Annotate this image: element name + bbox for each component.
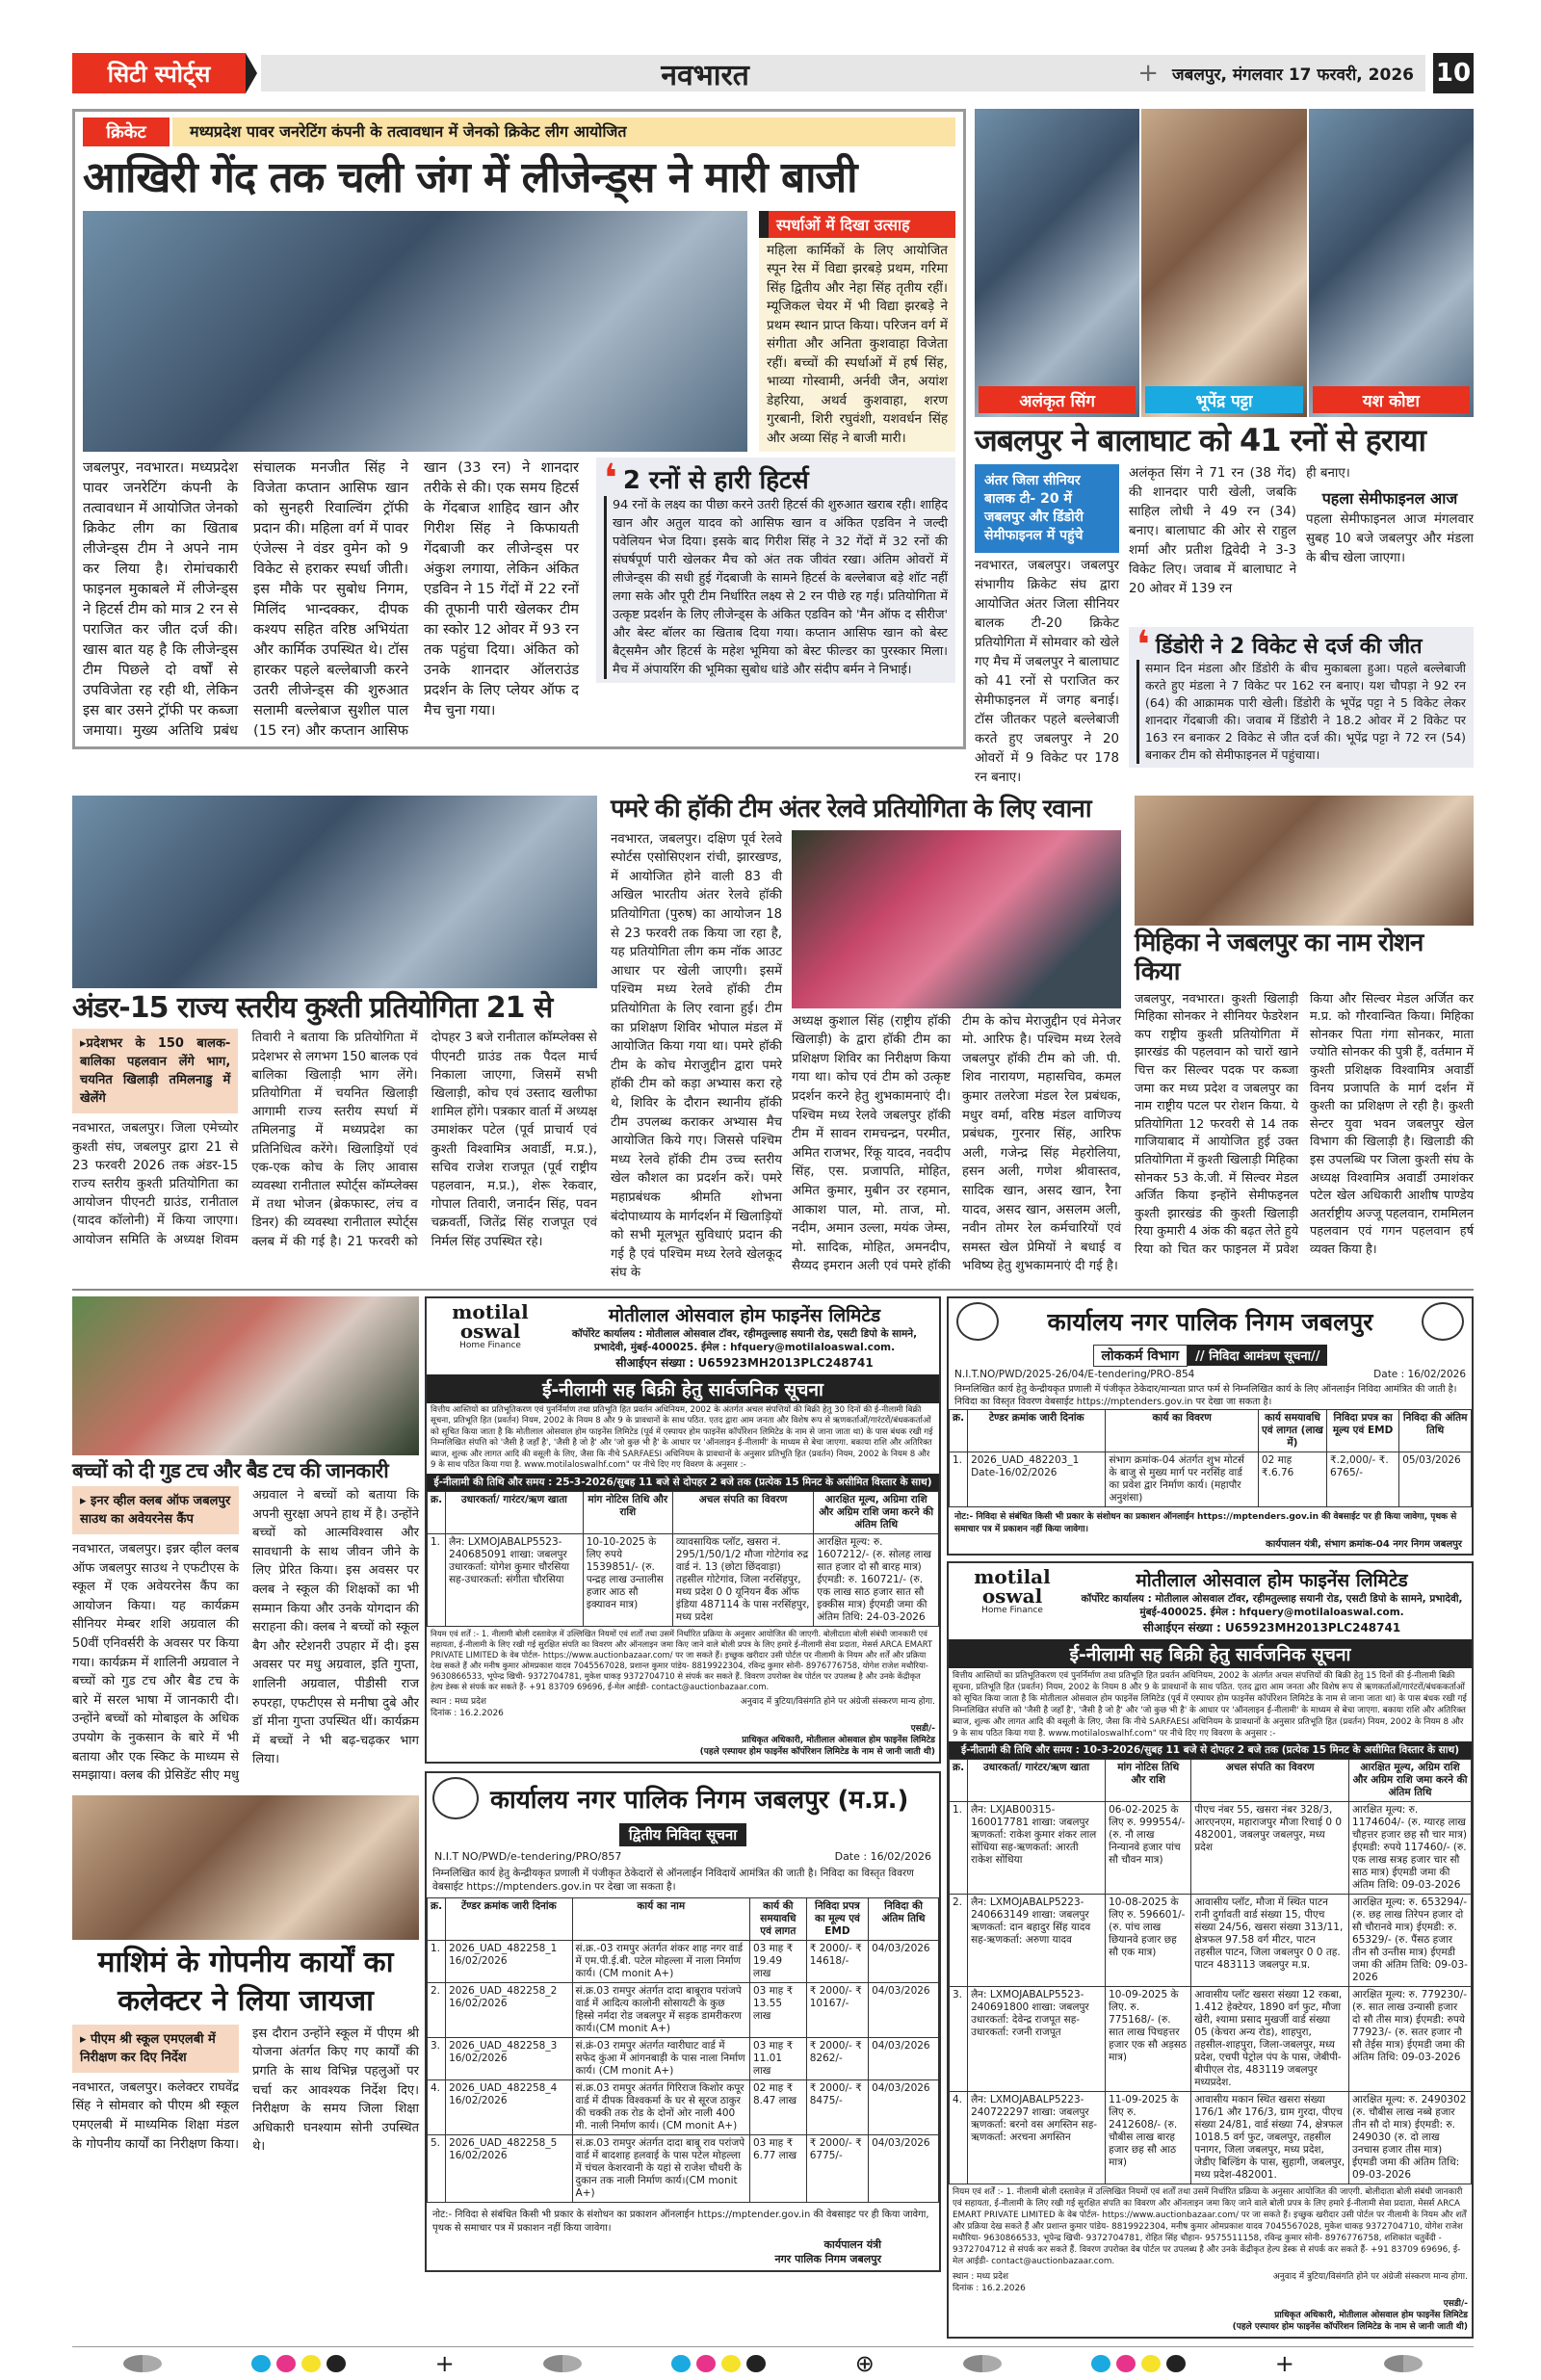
bottom-row	[72, 1296, 1474, 2339]
office-title: कार्यालय नगर पालिक निगम जबलपुर	[1047, 1307, 1373, 1336]
section-divider	[72, 1289, 1474, 1291]
auction-date: ई-नीलामी की तिथि और समय : 25-3-2026/सुबह 11 बजे से दोपहर 2 बजे तक (प्रत्येक 15 मिनट के असीमित विस्तार के साथ)	[427, 1474, 939, 1491]
municipal-emblem-icon	[432, 1777, 479, 1819]
inspection-photo	[72, 1795, 419, 1940]
table-cell: 2026_UAD_482203_1 Date-16/02/2026	[968, 1452, 1106, 1506]
table-cell: ₹ 2000/- ₹ 6775/-	[806, 2134, 868, 2202]
column-header: निविदा की अंतिम तिथि	[869, 1897, 939, 1940]
table-cell: 2.	[950, 1894, 968, 1986]
column-header: कार्य का नाम	[572, 1897, 749, 1940]
highlight-box	[1129, 622, 1474, 768]
registration-oval-icon	[1384, 2355, 1423, 2372]
tender-notice-ad	[947, 1296, 1474, 1556]
table-cell: 04/03/2026	[869, 1940, 939, 1982]
quote-icon: ❛	[1136, 622, 1150, 667]
registration-mark-icon: +	[1137, 59, 1160, 88]
table-row	[428, 1533, 939, 1626]
terms: नियम एवं शर्तें :- 1. नीलामी बोली दस्तावेज़ में उल्लिखित नियमों एवं शर्तों तथा उसमें निर्धारित प्रक्रिया के अनुसार आयोजित की जाएगी. बोलीदाता बोली संबंधी जानकारी एवं सहायता, ई-नीलामी के लिए रखी गई सुरक्षित संपति का विवरण और ऑनलाइन जमा किए जाने वाले बोली प्रपत्र के लिए हमारे ई-नीलामी सेवा प्रदाता, मेसर्स ARCA EMART PRIVATE LIMITED के वेब पोर्टल- https://www.auctionbazaar.com/ पर जा सकते हैं। इच्छुक खरीदार उसी पोर्टल पर नीलामी के नियम और शर्तें और प्रक्रिया देख सकते हैं और प्रशान्त कुमार पांडेय- 8819922304, मनीष कुमार ओमप्रकाश यादव 7045567028, मुकेश धाकड़ 9372704710, योगेश राजेश मथौरिया- 9630866533, भूपेन्द्र खिची- 9372704781, रोहित सिंह चौहान- 9575511158, रविन्द्र कुमार सोनी- 8976776758, शशिकांत चतुर्वेदी - 9372704712 से संपर्क कर सकते हैं. विवरण उपरोक्त वेब पोर्टल पर उपलब्ध है और उनके केंद्रीकृत हेल्प डेस्क से संपर्क कर सकते हैं- +91 83709 69696, ई-मेल आईडी- contact@auctionbazaar.com.	[953, 2186, 1467, 2266]
column-header: कार्य समयावधि एवं लागत (लाख में)	[1258, 1409, 1326, 1452]
article-text: नवभारत, जबलपुर। इन्नर व्हील क्लब ऑफ जबलपुर साउथ ने एफटीएस के स्कूल में एक अवेयरनेस कैंप का आयोजन किया। यह कार्यक्रम सीनियर मेम्बर शशि अग्रवाल की 50वीं एनिवर्सरी के अवसर पर किया गया। कार्यक्रम में शालिनी अग्रवाल ने बच्चों को गुड टच और बैड टच के बारे में सरल भाषा में जानकारी दी। उन्होंने बच्चों को मोबाइल के अधिक उपयोग के नुकसान के बारे में भी बताया और एक स्किट के माध्यम से समझाया। क्लब की प्रेसिडेंट सीए मधु अग्रवाल ने बच्चों को बताया कि अपनी सुरक्षा अपने हाथ में है। उन्होंने बच्चों को आत्मविश्वास और सावधानी के साथ जीवन जीने के लिए प्रेरित किया। इस अवसर पर क्लब ने स्कूल की शिक्षकों का भी सम्मान किया और उनके योगदान की सराहना की। क्लब ने बच्चों को स्कूल बैग और स्टेशनरी उपहार में दी। इस अवसर पर मधु अग्रवाल, इति गुप्ता, शालिनी अग्रवाल, पीडीसी राज रुपरहा, एफटीएस से मनीषा दुबे और डॉ मीना गुप्ता उपस्थित थीं। कार्यक्रम में बच्चों ने भी बढ़-चढ़कर भाग लिया।	[72, 1488, 419, 1784]
company-name: मोतीलाल ओसवाल होम फाइनेंस लिमिटेड	[608, 1304, 881, 1326]
former-name: (पहले एस्पायर होम फाइनेंस कॉर्पोरेशन लिमिटेड के नाम से जानी जाती थी)	[1232, 2321, 1468, 2332]
translation-note: अनुवाद में त्रुटिया/विसंगति होने पर अंग्रेजी संस्करण मान्य होगा.	[740, 1696, 935, 1707]
column-header: उधारकर्ता/ गारंटर/ऋण खाता	[968, 1759, 1106, 1801]
table-cell: ₹ 2000/- ₹ 8475/-	[806, 2079, 868, 2134]
column-header: क्र.	[950, 1759, 968, 1801]
table-cell: 3.	[428, 2037, 446, 2079]
article-text: नवभारत, जबलपुर। कलेक्टर राघवेंद्र सिंह ने सोमवार को पीएम श्री स्कूल एमएलबी में माध्यमिक शिक्षा मंडल के गोपनीय कार्यों का निरीक्षण किया। इस दौरान उन्होंने स्कूल में पीएम श्री योजना अंतर्गत किए गए कार्यों की प्रगति के साथ विभिन्न पहलुओं पर चर्चा कर आवश्यक निर्देश दिए। निरीक्षण के समय जिला शिक्षा अधिकारी घनश्याम सोनी उपस्थित थे।	[72, 2026, 419, 2155]
color-swatch-icon	[251, 2355, 346, 2372]
table-cell: ₹ 2000/- ₹ 14618/-	[806, 1940, 868, 1982]
table-cell: 4.	[428, 2079, 446, 2134]
notice-title: ई-नीलामी सह बिक्री हेतु सार्वजनिक सूचना	[427, 1374, 939, 1403]
column-header: निविदा प्रपत्र का मूल्य एवं EMD	[806, 1897, 868, 1940]
page-number: 10	[1433, 53, 1474, 93]
nit-number: N.I.T.NO/PWD/2025-26/04/E-tendering/PRO-854	[954, 1368, 1195, 1380]
table-cell: 03 माह ₹ 11.01 लाख	[749, 2037, 806, 2079]
table-row	[950, 1986, 1472, 2091]
column-header: अचल संपति का विवरण	[672, 1491, 813, 1533]
column-header: क्र.	[428, 1491, 446, 1533]
signatory: प्राधिकृत अधिकारी, मोतीलाल ओसवाल होम फाइनेंस लिमिटेड	[1274, 2310, 1468, 2320]
table-cell: 1.	[950, 1801, 968, 1894]
registration-cross-icon: ⊕	[854, 2349, 875, 2377]
box-body: 94 रनों के लक्ष्य का पीछा करने उतरी हिटर्स की शुरुआत खराब रही। शाहिद खान और अतुल यादव को आसिफ खान व अंकित एडविन ने जल्दी पवेलियन भेज दिया। इसके बाद गिरीश सिंह ने 32 गेंदों में 32 रनों की संघर्षपूर्ण पारी खेलकर मैच को अंत तक जीवंत रखा। अंतिम ओवरों में लीजेन्ड्स की सधी हुई गेंदबाजी के सामने हिटर्स के बल्लेबाज बड़े शॉट नहीं लगा सके और पूरी टीम निर्धारित लक्ष्य से 2 रन पीछे रह गई। प्रतियोगिता में उत्कृष्ट प्रदर्शन के लिए लीजेन्ड्स के अंकित एडविन को 'मैन ऑफ द सीरीज' और बेस्ट बॉलर का खिताब दिया गया। कप्तान आसिफ खान को बेस्ट बैट्समैन और हिटर्स के महेश भूमिया को बेस्ट फील्डर का पुरस्कार मिला। मैच में अंपायरिंग की भूमिका सुबोध धांडे और संदीप बर्मन ने निभाई।	[604, 496, 948, 679]
color-swatch-icon	[1091, 2355, 1186, 2372]
tender-table	[427, 1897, 939, 2203]
article-strap: ▸ इनर व्हील क्लब ऑफ जबलपुर साउथ का अवेयरनेस कैंप	[72, 1486, 239, 1534]
table-cell: आरक्षित मूल्य: रु. 2490302 (रु. चौबीस लाख नब्बे हजार तीन सौ दो मात्र) ईएमडी: रु. 249030 (रु. दो लाख उनचास हजार तीस मात्र) ईएमडी जमा की अंतिम तिथि: 09-03-2026	[1349, 2091, 1472, 2184]
table-cell: सं.क्रं-03 रामपुर अंतर्गत ग्वारीघाट वार्ड में सफेद कुंआ में आंगनबाड़ी के पास नाला निर्माण कार्य। (CM monit A+)	[572, 2037, 749, 2079]
table-cell: 2026_UAD_482258_1 16/02/2026	[446, 1940, 572, 1982]
box-body: समान दिन मंडला और डिंडोरी के बीच मुकाबला हुआ। पहले बल्लेबाजी करते हुए मंडला ने 7 विकेट पर 162 रन बनाए। यश चौपड़ा ने 92 रन (64) की आक्रामक पारी खेली। डिंडोरी के भूपेंद्र पट्टा ने 5 विकेट लेकर शानदार गेंदबाजी की। जवाब में डिंडोरी ने 18.2 ओवर में 2 विकेट पर 163 रन बनाकर 2 विकेट से जीत दर्ज की। भूपेंद्र पट्टा ने 72 रन (54) बनाकर टीम को सेमीफाइनल में पहुंचाया।	[1136, 660, 1466, 764]
table-cell: 02 माह ₹ 8.47 लाख	[749, 2079, 806, 2134]
arrow-icon	[246, 53, 257, 93]
print-registration-marks	[72, 2347, 1474, 2380]
place: स्थान : मध्य प्रदेश	[431, 1696, 487, 1707]
table-cell: व्यावसायिक प्लॉट, खसरा नं. 295/1/50/1/2 मौजा गोटेगांव रुद्र वार्ड नं. 13 (छोटा छिंदवाड़ा) तहसील गोटेगांव, जिला नरसिंहपुर, मध्य प्रदेश 0 0 यूनियन बैंक ऑफ इंडिया 487114 के पास नरसिंहपुर, मध्य प्रदेश	[672, 1533, 813, 1626]
edition-date: जबलपुर, मंगलवार 17 फरवरी, 2026	[1172, 65, 1414, 85]
municipal-emblem-icon	[956, 1302, 999, 1341]
sidebar-body: महिला कार्मिकों के लिए आयोजित स्पून रेस में विद्या झरबड़े प्रथम, गरिमा सिंह द्वितीय और नेहा सिंह तृतीय रहीं। म्यूजिकल चेयर में भी विद्या झरबड़े ने प्रथम स्थान प्राप्त किया। परिजन वर्ग में संगीता और अनिता कुशवाहा विजेता रहीं। बच्चों की स्पर्धाओं में हर्ष सिंह, भाव्या गोस्वामी, अर्नवी जैन, अयांश डेहरिया, अथर्व कुशवाहा, शरण गुरबानी, शिरी रघुवंशी, यशवर्धन सिंह और अव्या सिंह ने बाजी मारी।	[767, 242, 948, 446]
hockey-article	[611, 796, 1121, 1283]
table-header-row	[950, 1409, 1472, 1452]
headline: बच्चों को दी गुड टच और बैड टच की जानकारी	[72, 1458, 388, 1482]
table-cell: 4.	[950, 2091, 968, 2184]
table-cell: 03 माह ₹ 19.49 लाख	[749, 1940, 806, 1982]
subheading-body: पहला सेमीफाइनल आज मंगलवार सुबह 10 बजे जबलपुर और मंडला के बीच खेला जाएगा।	[1306, 511, 1474, 565]
registration-cross-icon: +	[434, 2349, 455, 2377]
column-header: निविदा प्रपत्र का मूल्य एवं EMD	[1326, 1409, 1398, 1452]
masthead	[72, 53, 1474, 93]
table-cell: 2026_UAD_482258_3 16/02/2026	[446, 2037, 572, 2079]
notice-note: नोट:- निविदा से संबंधित किसी भी प्रकार के संशोधन का प्रकाशन ऑनलाईन https://mptender.gov.in की वेबसाइट पर ही किया जावेगा, पृथक से समाचार पत्र में प्रकाशन नहीं किया जावेगा।	[432, 2209, 929, 2234]
table-cell: ₹ 2000/- ₹ 8262/-	[806, 2037, 868, 2079]
article-body-continued	[1306, 464, 1474, 568]
notice-type: // निविदा आमंत्रण सूचना//	[1188, 1345, 1327, 1366]
box-title: 2 रनों से हारी हिटर्स	[622, 466, 809, 496]
article-body: अलंकृत सिंग ने 71 रन (38 गेंद) की शानदार पारी खेली, जबकि साहिल लोधी ने 49 रन (34) बनाए। बालाघाट की ओर से राहुल शर्मा और प्रतीश द्विवेदी ने 3-3 विकेट लिए। जवाब में बालाघाट ने 20 ओवर में 139 रन	[1129, 465, 1296, 596]
municipal-emblem-icon	[1422, 1302, 1464, 1341]
wrestler-photo	[1135, 796, 1474, 926]
column-header: मांग नोटिस तिथि और राशि	[583, 1491, 672, 1533]
article-body: जबलपुर, नवभारत। मध्यप्रदेश पावर जनरेटिंग कंपनी के तत्वावधान में आयोजित जेनको क्रिकेट लीग का खिताब लीजेन्ड्स टीम ने अपने नाम कर लिया है। रोमांचकारी फाइनल मुकाबले में लीजेन्ड्स ने हिटर्स टीम को मात्र 2 रन से पराजित कर जीत दर्ज की। खास बात यह है कि लीजेन्ड्स टीम पिछले दो वर्षों से उपविजेता रह रही थी, लेकिन इस बार उसने ट्रॉफी पर कब्जा जमाया। मुख्य अतिथि प्रबंध संचालक मनजीत सिंह ने विजेता कप्तान आसिफ खान को सुनहरी रिवाल्विंग ट्रॉफी प्रदान की। महिला वर्ग में पावर एंजेल्स ने वंडर वुमेन को 9 विकेट से हराकर स्पर्धा जीती। इस मौके पर सुबोध निगम, मिलिंद भान्दक्कर, दीपक कश्यप सहित वरिष्ठ अभियंता और कार्मिक उपस्थित थे। टॉस हारकर पहले बल्लेबाजी करने उतरी लीजेन्ड्स की शुरुआत सलामी बल्लेबाज सुशील पाल (15 रन) और कप्तान आसिफ खान (33 रन) ने शानदार तरीके से की। एक समय हिटर्स के गेंदबाज शाहिद खान और गिरीश सिंह ने किफायती गेंदबाजी कर लीजेन्ड्स पर अंकुश लगाया, लेकिन अंकित एडविन ने 15 गेंदों में 22 रनों की तूफानी पारी खेलकर टीम का स्कोर 12 ओवर में 93 रन तक पहुंचा दिया। अंकित को उनके शानदार ऑलराउंड प्रदर्शन के लिए प्लेयर ऑफ द मैच चुना गया।	[83, 459, 579, 740]
column-header: कार्य का विवरण	[1106, 1409, 1258, 1452]
signatory: कार्यपालन यंत्री	[823, 2237, 881, 2251]
table-cell: लैन: LXMOJABALP5523-240691800 शाखा: जबलपुर उधारकर्ता: देवेन्द्र राजपूत सह-उधारकर्ता: रजनी राजपूत	[968, 1986, 1106, 2091]
notice-date: दिनांक : 16.2.2026	[431, 1708, 504, 1718]
table-cell: पीएच नंबर 55, खसरा नंबर 328/3, आरएनएम, महाराजपुर मौजा रिचाई 0 0 482001, जबलपुर जबलपुर, मध्य प्रदेश	[1191, 1801, 1349, 1894]
table-cell: 1.	[950, 1452, 968, 1506]
registration-oval-icon	[963, 2355, 1002, 2372]
quote-icon: ❛	[604, 457, 617, 502]
headline: अंडर-15 राज्य स्तरीय कुश्ती प्रतियोगिता 21 से	[72, 990, 553, 1025]
notice-date: दिनांक : 16.2.2026	[953, 2283, 1026, 2293]
table-row	[950, 1452, 1472, 1506]
signatory: प्राधिकृत अधिकारी, मोतीलाल ओसवाल होम फाइनेंस लिमिटेड	[742, 1735, 935, 1745]
table-cell: 04/03/2026	[869, 2134, 939, 2202]
table-cell: 05/03/2026	[1399, 1452, 1472, 1506]
cricket-article	[72, 109, 966, 749]
table-cell: 04/03/2026	[869, 2037, 939, 2079]
table-cell: आवासीय प्लॉट खसरा संख्या 12 रकबा, 1.412 हेक्टेयर, 1890 वर्ग फुट, मौजा खेरी, श्यामा प्रसाद मुखर्जी वार्ड संख्या 05 (केचरा अन्य रोड), शाहपुरा, तहसील-शाहपुरा, जिला-जबलपुर, मध्य प्रदेश, एचपी पेट्रोल पंप के पास, जेबीपी-बीपीएल रोड, 483119 जबलपुर मध्यप्रदेश.	[1191, 1986, 1349, 2091]
notice-date: Date : 16/02/2026	[834, 1849, 931, 1863]
table-cell: 02 माह ₹.6.76	[1258, 1452, 1326, 1506]
table-cell: 10-08-2025 के लिए रु. 596601/- (रु. पांच लाख छियानवे हजार छह सौ एक मात्र)	[1106, 1894, 1191, 1986]
notice-intro: वित्तीय आस्तियों का प्रतिभूतिकरण एवं पुनर्निर्माण तथा प्रतिभूति हित प्रवर्तन अधिनियम, 2002 के अंतर्गत अचल संपत्तियों की बिक्री हेतु 30 दिनों की ई-नीलामी बिक्री सूचना, प्रतिभूति हित (प्रवर्तन) नियम, 2002 के नियम 8 और 9 के प्रावधानों के साथ पठित. एतद द्वारा आम जनता और विशेष रूप से ऋणकर्ताओं/गारंटरों/बंधककर्ताओं को सूचित किया जाता है कि मोतीलाल ओसवाल होम फाइनेंस लिमिटेड (पूर्व में एस्पायर होम फाइनेंस कॉर्पोरेशन लिमिटेड के नाम से जाना जाता था) के पास बंधक रखी गई निम्नलिखित संपत्ति को 'जैसी है जहाँ है', 'जैसी है जो है' और 'जो कुछ भी है' के आधार पर 'ऑनलाइन ई-नीलामी' के माध्यम से बेचा जाएगा. बकाया राशि और अतिरिक्त ब्याज, शुल्क और लागत आदि की वसूली के लिए, जैसा कि नीचे SARFAESI अधिनियम के प्रावधानों के अनुसार प्रतिभूति हित (प्रवर्तन) नियम, 2002 के नियम 8 और 9 के साथ पठित किया गया है. www.motilaloswalhf.com" पर नीचे दिए गए विवरण के अनुसार :-	[431, 1404, 933, 1471]
company-logo: motilal oswal Home Finance	[452, 1299, 529, 1350]
hockey-team-photo	[792, 830, 1121, 1008]
table-cell: 1.	[428, 1940, 446, 1982]
table-row	[428, 2134, 939, 2202]
table-cell: 2026_UAD_482258_2 16/02/2026	[446, 1982, 572, 2037]
table-cell: आरक्षित मूल्य: रु. 779230/- (रु. सात लाख उन्यासी हजार दो सौ तीस मात्र) ईएमडी: रुपये 77923/- (रु. सतर हजार नौ सौ तेईस मात्र) ईएमडी जमा की अंतिम तिथि: 09-03-2026	[1349, 1986, 1472, 2091]
article-strap: मध्यप्रदेश पावर जनरेटिंग कंपनी के तत्वावधान में जेनको क्रिकेट लीग आयोजित	[172, 118, 955, 146]
article-body: अध्यक्ष कुशाल सिंह (राष्ट्रीय हॉकी खिलाड़ी) के द्वारा हॉकी टीम का प्रशिक्षण शिविर का निरीक्षण किया गया था। कोच एवं टीम को उत्कृष्ट प्रदर्शन करने हेतु शुभकामनाएं दी। पश्चिम मध्य रेलवे जबलपुर हॉकी टीम में सावन रामचन्द्रन, परमीत, अमित राजभर, रिंकू यादव, नवदीप सिंह, एस. प्रजापति, मोहित, अमित कुमार, मुबीन उर रहमान, आकाश पाल, मो. ताज, मो. नदीम, अमान उल्ला, मयंक जेम्स, मो. सादिक, मोहित, अमनदीप, सैय्यद इमरान अली एवं पमरे हॉकी टीम के कोच मेराजुद्दीन एवं मेनेजर मो. आरिफ है। पश्चिम मध्य रेलवे जबलपुर हॉकी टीम को जी. पी. शिव नारायण, महासचिव, कमल कुमार तलरेजा मंडल रेल प्रबंधक, मधुर वर्मा, वरिष्ठ मंडल वाणिज्य प्रबंधक, गुरनार सिंह, आरिफ अली, गजेन्द्र सिंह मेहरोलिया, हसन अली, गणेश श्रीवास्तव, सादिक खान, असद खान, रैना यादव, असद खान, असलम अली, नवीन तोमर रेल कर्मचारियों एवं समस्त खेल प्रेमियों ने बधाई व भविष्य हेतु शुभकामनाएं दी गई है।	[792, 1013, 1121, 1274]
article-strap: ▸ पीएम श्री स्कूल एमएलबी में निरीक्षण कर दिए निर्देश	[72, 2025, 239, 2073]
column-header: मांग नोटिस तिथि और राशि	[1106, 1759, 1191, 1801]
column-header: आरक्षित मूल्य, अग्रिमा राशि और अग्रिम राशि जमा करने की अंतिम तिथि	[814, 1491, 939, 1533]
cin-number: सीआईएन संख्या : U65923MH2013PLC248741	[615, 1355, 874, 1370]
article-body: जबलपुर, नवभारत। कुश्ती खिलाड़ी मिहिका सोनकर ने सीनियर फेडरेशन कप राष्ट्रीय कुश्ती प्रतियोगिता में झारखंड की पहलवान को चारों खाने चित्त कर सिल्वर पदक पर कब्जा जमा कर मध्य प्रदेश व जबलपुर का नाम राष्ट्रीय पटल पर रोशन किया. ये प्रतियोगिता 12 फरवरी से 14 तक गाजियाबाद में आयोजित हुई उक्त प्रतियोगिता में कुश्ती खिलाड़ी मिहिका सोनकर 53 के.जी. में सिल्वर मेडल अर्जित किया इन्होंने सेमीफइनल कुश्ती झारखंड की कुश्ती खिलाड़ी रिया कुमारी 4 अंक की बढ़त लेते हुये रिया को चित कर फाइनल में प्रवेश किया और सिल्वर मेडल अर्जित कर म.प्र. को गौरवान्वित किया। मिहिका सोनकर पिता गंगा सोनकर, माता ज्योति सोनकर की पुत्री हैं, वर्तमान में कुश्ती प्रशिक्षक विश्वामित्र अवार्डी विनय प्रजापति के मार्ग दर्शन में कुश्ती का प्रशिक्षण ले रही है। कुश्ती सेन्टर युवा भवन जबलपुर खेल विभाग की खिलाड़ी है। खिलाडी की इस उपलब्धि पर जिला कुश्ती संघ के अध्यक्ष विश्वामित्र अवार्डी उमाशंकर पटेल खेल अधिकारी आशीष पाण्डेय अतर्राष्ट्रीय अज्जू पहलवान, राममिलन पहलवान एवं गगन पहलवान हर्ष व्यक्त किया है।	[1135, 991, 1474, 1257]
terms: नियम एवं शर्तें :- 1. नीलामी बोली दस्तावेज़ में उल्लिखित नियमों एवं शर्तों तथा उसमें निर्धारित प्रक्रिया के अनुसार आयोजित की जाएगी. बोलीदाता बोली संबंधी जानकारी एवं सहायता, ई-नीलामी के लिए रखी गई सुरक्षित संपति का विवरण और ऑनलाइन जमा किए जाने वाले बोली प्रपत्र के लिए हमारे ई-नीलामी सेवा प्रदाता, मेसर्स ARCA EMART PRIVATE LIMITED के वेब पोर्टल- https://www.auctionbazaar.com/ पर जा सकते हैं। इच्छुक खरीदार उसी पोर्टल पर नीलामी के नियम और शर्तें और प्रक्रिया देख सकते हैं और मनीष कुमार ओमप्रकाश यादव 7045567028, प्रशान्त कुमार पांडेय- 8819922304, रविन्द्र कुमार सोनी- 8976776758, योगेश राजेश मथौरिया- 9630866533, भूपेन्द्र खिची- 9372704781, मुकेश धाकड़ 9372704710 से संपर्क कर सकते हैं. विवरण उपरोक्त वेब पोर्टल पर उपलब्ध है और उनके केंद्रीकृत हेल्प डेस्क से संपर्क कर सकते हैं- +91 83709 69696, ई-मेल आईडी- contact@auctionbazaar.com.	[431, 1628, 933, 1691]
table-row	[950, 1894, 1472, 1986]
auction-table	[427, 1491, 939, 1627]
nit-number: N.I.T NO/PWD/e-tendering/PRO/857	[434, 1849, 622, 1863]
tender-notice-ad	[425, 1771, 941, 2272]
column-header: कार्य की समयावधि एवं लागत	[749, 1897, 806, 1940]
photo-caption: यश कोष्टा	[1313, 386, 1470, 413]
table-cell: आरक्षित मूल्य: रु. 1174604/- (रु. ग्यारह लाख चौहत्तर हजार छह सौ चार मात्र) ईएमडी: रुपये 117460/- (रु. एक लाख सत्रह हजार चार सौ साठ मात्र) ईएमडी जमा की अंतिम तिथि: 09-03-2026	[1349, 1801, 1472, 1894]
mihika-article	[1135, 796, 1474, 1260]
table-row	[428, 1940, 939, 1982]
info-box: अंतर जिला सीनियर बालक टी- 20 में जबलपुर और डिंडोरी सेमीफाइनल में पहुंचे	[975, 464, 1119, 553]
table-cell: सं.क्र.-03 रामपुर अंतर्गत शंकर शाह नगर वार्ड में एम.पी.ई.बी. पटेल मोहल्ला में नाला निर्माण कार्य। (CM monit A+)	[572, 1940, 749, 1982]
sidebar-title: स्पर्धाओं में दिखा उत्साह	[759, 211, 955, 238]
article-body	[72, 2025, 419, 2157]
column-header: टेंण्डर क्रमांक जारी दिनांक	[446, 1897, 572, 1940]
photo-caption: भूपेंद्र पट्टा	[1145, 386, 1302, 413]
table-cell: आवासीय मकान स्थित खसरा संख्या 176/1 और 176/3, ग्राम गुरदा, पीएच संख्या 24/81, वार्ड संख्या 74, क्षेत्रफल 1018.5 वर्ग फुट, जबलपुर, तहसील पनागर, जिला जबलपुर, मध्य प्रदेश, जेडीए बिल्डिंग के पास, सुहागी, जबलपुर, मध्य प्रदेश-482001.	[1191, 2091, 1349, 2184]
color-swatch-icon	[671, 2355, 766, 2372]
department: लोककर्म विभाग	[1093, 1345, 1188, 1367]
notice-intro: वित्तीय आस्तियों का प्रतिभूतिकरण एवं पुनर्निर्माण तथा प्रतिभूति हित प्रवर्तन अधिनियम, 2002 के अंतर्गत अचल संपत्तियों की बिक्री हेतु 15 दिनों की ई-नीलामी बिक्री सूचना, प्रतिभूति हित (प्रवर्तन) नियम, 2002 के नियम 8 और 9 के प्रावधानों के साथ पठित. एतद द्वारा आम जनता और विशेष रूप से ऋणकर्ताओं/गारंटरों/बंधककर्ताओं को सूचित किया जाता है कि मोतीलाल ओसवाल होम फाइनेंस लिमिटेड (पूर्व में एस्पायर होम फाइनेंस कॉर्पोरेशन लिमिटेड के नाम से जाना जाता था) के पास बंधक रखी गई निम्नलिखित संपत्ति को 'जैसी है जहाँ है', 'जैसी है जो है' और 'जो कुछ भी है' के आधार पर 'ऑनलाइन ई-नीलामी' के माध्यम से बेचा जाएगा. बकाया राशि और अतिरिक्त ब्याज, शुल्क और लागत आदि की वसूली के लिए, जैसा कि नीचे SARFAESI अधिनियम के प्रावधानों के अनुसार प्रतिभूति हित (प्रवर्तन) नियम, 2002 के नियम 8 और 9 के साथ पठित किया गया है. www.motilaloswalhf.com" पर नीचे दिए गए विवरण के अनुसार :-	[953, 1670, 1467, 1739]
table-cell: 5.	[428, 2134, 446, 2202]
auction-notice-ad	[425, 1296, 941, 1764]
company-name: मोतीलाल ओसवाल होम फाइनेंस लिमिटेड	[1136, 1569, 1408, 1591]
table-cell: आरक्षित मूल्य: रु. 653294/- (रु. छह लाख तिरेपन हजार दो सौ चौरानवे मात्र) ईएमडी: रु. 65329/- (रु. पैंसठ हजार तीन सौ उन्तीस मात्र) ईएमडी जमा की अंतिम तिथि: 09-03-2026	[1349, 1894, 1472, 1986]
tender-table	[949, 1409, 1472, 1507]
article-body	[72, 1486, 419, 1786]
column-header: आरक्षित मूल्य, अग्रिम राशि और अग्रिम राशि जमा करने की अंतिम तिथि	[1349, 1759, 1472, 1801]
auction-table	[949, 1759, 1472, 2184]
table-cell: 2026_UAD_482258_4 16/02/2026	[446, 2079, 572, 2134]
highlight-box	[596, 458, 955, 683]
masthead-bar	[261, 55, 1425, 92]
column-header: क्र.	[428, 1897, 446, 1940]
notice-intro: निम्नलिखित कार्य हेतु केन्द्रीयकृत प्रणाली में पंजीकृत ठेकेदार/मान्यता प्राप्त फर्म से निम्नलिखित कार्य के लिए ऑनलाईन निविदा आमंत्रित की जाती है। निविदा का विस्तृत विवरण वेबसाईट https://mptenders.gov.in पर देखा जा सकता है।	[954, 1383, 1457, 1407]
table-row	[950, 2091, 1472, 2184]
article-text: नवभारत, जबलपुर। जिला एमेच्योर कुश्ती संघ, जबलपुर द्वारा 21 से 23 फरवरी 2026 तक अंडर-15 राज्य स्तरीय कुश्ती प्रतियोगिता का आयोजन पीएनटी ग्राउंड, रानीताल (यादव कॉलोनी) में किया जाएगा। आयोजन समिति के अध्यक्ष शिवम तिवारी ने बताया कि प्रतियोगिता में प्रदेशभर से लगभग 150 बालक एवं बालिका खिलाड़ी भाग लेंगे। प्रतियोगिता में चयनित खिलाड़ी आगामी राज्य स्तरीय स्पर्धा में तमिलनाडु में मध्यप्रदेश का प्रतिनिधित्व करेंगे। खिलाड़ियों एवं एक-एक कोच के लिए आवास व्यवस्था रानीताल स्पोर्ट्स कॉम्प्लेक्स में तथा भोजन (ब्रेकफास्ट, लंच व डिनर) की व्यवस्था रानीताल स्पोर्ट्स क्लब में की गई है। 21 फरवरी को दोपहर 3 बजे रानीताल कॉम्प्लेक्स से पीएनटी ग्राउंड तक पैदल मार्च निकाला जाएगा, जिसमें सभी खिलाड़ी, कोच एवं उस्ताद खलीफा शामिल होंगे। पत्रकार वार्ता में अध्यक्ष उमाशंकर पटेल (पूर्व प्राचार्य एवं कुश्ती विश्वामित्र अवार्डी, म.प्र.), सचिव राजेश राजपूत (पूर्व राष्ट्रीय पहलवान, म.प्र.), शेरू रेकवार, गोपाल तिवारी, जनार्दन सिंह, पवन चक्रवर्ती, जितेंद्र सिंह राजपूत एवं निर्मल सिंह उपस्थित रहे।	[72, 1031, 597, 1249]
registration-cross-icon: +	[1274, 2349, 1294, 2377]
table-cell: आवासीय प्लॉट, मौजा में स्थित पाटन रानी दुर्गावती वार्ड संख्या 15, पीएच संख्या 24/56, खसरा संख्या 313/11, क्षेत्रफल 97.58 वर्ग मीटर, पाटन तहसील पाटन, जिला जबलपुर 0 0 तह. पाटन 483113 जबलपुर म.प्र.	[1191, 1894, 1349, 1986]
table-cell: संभाग क्रमांक-04 अंतर्गत शुभ मोटर्स के बाजु से मुख्य मार्ग पर नरसिंह वार्ड का प्रवेश द्वार निर्माण कार्य। (महापौर अनुशंसा)	[1106, 1452, 1258, 1506]
t20-article	[975, 109, 1474, 788]
table-cell: सं.क्र.03 रामपुर अंतर्गत दादा बाबूराव परांजपे वार्ड में आदित्य कालोनी सोसायटी के कुछ हिस्से नर्मदा रोड जबलपुर में सड़क डामरीकरण कार्य।(CM monit A+)	[572, 1982, 749, 2037]
article-body: नवभारत, जबलपुर। दक्षिण पूर्व रेलवे स्पोर्टस एसोसिएशन रांची, झारखण्ड, में आयोजित होने वाली 83 वी अखिल भारतीय अंतर रेलवे हॉकी प्रतियोगिता (पुरुष) का आयोजन 18 से 23 फरवरी तक किया जा रहा है, यह प्रतियोगिता लीग कम नॉक आउट आधार पर खेली जाएगी। इसमें पश्चिम मध्य रेलवे हॉकी टीम प्रतियोगिता के लिए रवाना हुई। टीम का प्रशिक्षण शिविर भोपाल मंडल में आयोजित किया गया था। पमरे हॉकी टीम के कोच मेराजुद्दीन द्वारा पमरे हॉकी टीम को कड़ा अभ्यास करा रहे थे, शिविर के दौरान स्थानीय हॉकी टीम उपलब्ध कराकर अभ्यास मैच आयोजित किये गए। जिससे पश्चिम मध्य रेलवे हॉकी टीम उच्च स्तरीय खेल कौशल का प्रदर्शन करें। पमरे महाप्रबंधक श्रीमति शोभना बंदोपाध्याय के मार्गदर्शन में खिलाड़ियों को सभी मूलभूत सुविधाएं प्रदान की गई है एवं पश्चिम मध्य रेलवे खेलकूद संघ के	[611, 831, 782, 1281]
awareness-camp-photo	[72, 1296, 419, 1455]
middle-row	[72, 796, 1474, 1283]
table-cell: लैन: LXMOJABALP5523-240685091 शाखा: जबलपुर उधारकर्ता: योगेश कुमार चौरसिया सह-उधारकर्ता: संगीता चौरसिया	[446, 1533, 584, 1626]
top-row	[72, 109, 1474, 788]
player-photo	[1141, 109, 1306, 417]
signatory: कार्यपालन यंत्री, संभाग क्रमांक-04 नगर निगम जबलपुर	[1266, 1538, 1462, 1550]
column-header: उधारकर्ता/ गारंटर/ऋण खाता	[446, 1491, 584, 1533]
headline: आखिरी गेंद तक चली जंग में लीजेन्ड्स ने मारी बाजी	[83, 153, 857, 202]
column-header: टेण्डर क्रमांक जारी दिनांक	[968, 1409, 1106, 1452]
table-cell: 3.	[950, 1986, 968, 2091]
table-cell: ₹.2,000/- ₹. 6765/-	[1326, 1452, 1398, 1506]
registration-oval-icon	[543, 2355, 582, 2372]
article-strap: ▸प्रदेशभर के 150 बालक-बालिका पहलवान लेंगे भाग, चयनित खिलाड़ी तमिलनाडु में खेलेंगे	[72, 1029, 238, 1113]
table-header-row	[950, 1759, 1472, 1801]
player-photo	[975, 109, 1139, 417]
notice-type: द्वितीय निविदा सूचना	[619, 1823, 746, 1846]
notice-date: Date : 16/02/2026	[1373, 1368, 1466, 1380]
column-header: निविदा की अंतिम तिथि	[1399, 1409, 1472, 1452]
auction-date: ई-नीलामी की तिथि और समय : 10-3-2026/सुबह 11 बजे से दोपहर 2 बजे तक (प्रत्येक 15 मिनट के असीमित विस्तार के साथ)	[949, 1741, 1472, 1759]
table-cell: 04/03/2026	[869, 1982, 939, 2037]
table-cell: 11-09-2025 के लिए रु. 2412608/- (रु. चौबीस लाख बारह हजार छह सौ आठ मात्र)	[1106, 2091, 1191, 2184]
headline: मिहिका ने जबलपुर का नाम रोशन किया	[1135, 928, 1423, 986]
table-cell: 03 माह ₹ 6.77 लाख	[749, 2134, 806, 2202]
table-cell: लैन: LXJAB00315-160017781 शाखा: जबलपुर ऋणकर्ता: राकेश कुमार शंकर लाल सोंधिया सह-ऋणकर्ता: आरती राकेश सोंधिया	[968, 1801, 1106, 1894]
headline: माशिमं के गोपनीय कार्यों का कलेक्टर ने लिया जायजा	[97, 1945, 394, 2018]
player-photo	[1309, 109, 1474, 417]
article-text: ही बनाए।	[1306, 465, 1350, 481]
table-header-row	[428, 1491, 939, 1533]
headline: पमरे की हॉकी टीम अंतर रेलवे प्रतियोगिता के लिए रवाना	[611, 794, 1091, 824]
headline: जबलपुर ने बालाघाट को 41 रनों से हराया	[975, 422, 1425, 458]
table-cell: आरक्षित मूल्य: रु. 1607212/- (रु. सोलह लाख सात हजार दो सौ बारह मात्र) ईएमडी: रु. 160721/- (रु. एक लाख साठ हजार सात सौ इक्कीस मात्र) ईएमडी जमा की अंतिम तिथि: 24-03-2026	[814, 1533, 939, 1626]
translation-note: अनुवाद में त्रुटिया/विसंगति होने पर अंग्रेजी संस्करण मान्य होगा.	[1272, 2271, 1468, 2282]
table-cell: 06-02-2025 के लिए रु. 999554/- (रु. नौ लाख निन्यानवे हजार पांच सौ चौवन मात्र)	[1106, 1801, 1191, 1894]
column-header: क्र.	[950, 1409, 968, 1452]
table-cell: 04/03/2026	[869, 2079, 939, 2134]
table-cell: ₹ 2000/- ₹ 10167/-	[806, 1982, 868, 2037]
table-header-row	[428, 1897, 939, 1940]
company-logo: motilal oswal Home Finance	[974, 1564, 1051, 1615]
table-cell: 10-09-2025 के लिए. रु. 775168/- (रु. सात लाख पिचहत्तर हजार एक सौ अड़सठ मात्र)	[1106, 1986, 1191, 2091]
table-cell: सं.क्र.03 रामपुर अंतर्गत गिरिराज किशोर कपूर वार्ड में दीपक विश्वकर्मा के घर से सूरज ठाकुर की चक्की तक रोड के दोनों ओर नाली 400 मी. नाली निर्माण कार्य। (CM monit A+)	[572, 2079, 749, 2134]
right-ads-column	[947, 1296, 1474, 2339]
table-cell: 2.	[428, 1982, 446, 2037]
photo-caption: अलंकृत सिंग	[979, 386, 1136, 413]
notice-intro: निम्नलिखित कार्य हेतु केन्द्रीयकृत प्रणाली में पंजीकृत ठेकेदारों से ऑनलाईन निविदायें आमंत्रित की जाती है। निविदा का विस्तृत विवरण वेबसाईट https://mptenders.gov.in पर देखा जा सकता है।	[432, 1867, 914, 1893]
newspaper-title: नवभारत	[661, 58, 749, 92]
table-cell: लैन: LXMOJABALP5223-240722297 शाखा: जबलपुर ऋणकर्ता: बरनो वस अगस्तिन सह-ऋणकर्ता: अरचना अगस्तिन	[968, 2091, 1106, 2184]
article-body: नवभारत, जबलपुर। जबलपुर संभागीय क्रिकेट संघ द्वारा आयोजित अंतर जिला सीनियर बालक टी-20 क्रिकेट प्रतियोगिता में सोमवार को खेले गए मैच में जबलपुर ने बालाघाट को 41 रनों से पराजित कर सेमीफाइनल में जगह बनाई। टॉस जीतकर पहले बल्लेबाजी करते हुए जबलपुर ने 20 ओवरों में 9 विकेट पर 178 रन बनाए।	[975, 558, 1119, 785]
table-row	[950, 1801, 1472, 1894]
table-row	[428, 1982, 939, 2037]
table-cell: लैन: LXMOJABALP5223-240663149 शाखा: जबलपुर ऋणकर्ता: दान बहादुर सिंह यादव सह-ऋणकर्ता: अरुणा यादव	[968, 1894, 1106, 1986]
article-body	[72, 1029, 597, 1250]
press-conference-photo	[72, 796, 597, 988]
table-row	[428, 2079, 939, 2134]
place: स्थान : मध्य प्रदेश	[953, 2271, 1009, 2282]
table-cell: 10-10-2025 के लिए रुपये 1539851/- (रु. पन्द्रह लाख उन्तालीस हजार आठ सौ इक्यावन मात्र)	[583, 1533, 672, 1626]
team-photo	[83, 211, 747, 452]
table-row	[428, 2037, 939, 2079]
former-name: (पहले एस्पायर होम फाइनेंस कॉर्पोरेशन लिमिटेड के नाम से जानी जाती थी)	[699, 1746, 935, 1757]
table-cell: सं.क्र.03 रामपुर अंतर्गत दादा बाबू राव परांजपे वार्ड में बादशाह हलवाई के पास पटेल मोहल्ला में चंचल केशरवानी के यहां से राजेश चौधरी के दुकान तक नाली निर्माण कार्य।(CM monit A+)	[572, 2134, 749, 2202]
notice-note: नोट:- निविदा से संबंधित किसी भी प्रकार के संशोधन का प्रकाशन ऑनलाईन https://mptenders.gov.in की वेबसाईट पर ही किया जावेगा, पृथक से समाचार पत्र में प्रकाशन नहीं किया जावेगा।	[954, 1511, 1457, 1534]
signatory-office: नगर पालिक निगम जबलपुर	[774, 2252, 881, 2265]
left-column	[72, 1296, 419, 2157]
notice-title: ई-नीलामी सह बिक्री हेतु सार्वजनिक सूचना	[949, 1639, 1472, 1668]
middle-ads-column	[425, 1296, 941, 2272]
category-label: क्रिकेट	[83, 118, 170, 146]
office-title: कार्यालय नगर पालिक निगम जबलपुर (म.प्र.)	[490, 1785, 909, 1815]
table-cell: 1.	[428, 1533, 446, 1626]
table-cell: 2026_UAD_482258_5 16/02/2026	[446, 2134, 572, 2202]
company-address: कॉर्पोरेट कार्यालय : मोतीलाल ओसवाल टॉवर, रहीमतुल्लाह सयानी रोड, एसटी डिपो के सामने, प्रभादेवी, मुंबई-400025. ईमेल : hfquery@motilaloaswal.com.	[1081, 1592, 1463, 1618]
signature: एसडी/-	[1443, 2298, 1468, 2309]
wrestling-article	[72, 796, 597, 1251]
cin-number: सीआईएन संख्या : U65923MH2013PLC248741	[1142, 1620, 1401, 1635]
table-cell: 03 माह ₹ 13.55 लाख	[749, 1982, 806, 2037]
auction-notice-ad	[947, 1561, 1474, 2339]
company-address: कॉर्पोरेट कार्यालय : मोतीलाल ओसवाल टॉवर, रहीमतुल्लाह सयानी रोड, एसटी डिपो के सामने, प्रभादेवी, मुंबई-400025. ईमेल : hfquery@motilaloaswal.com.	[571, 1327, 918, 1353]
column-header: अचल संपति का विवरण	[1191, 1759, 1349, 1801]
subheading: पहला सेमीफाइनल आज	[1321, 488, 1458, 508]
registration-oval-icon	[123, 2355, 162, 2372]
box-title: डिंडोरी ने 2 विकेट से दर्ज की जीत	[1155, 634, 1423, 659]
section-label: सिटी स्पोर्ट्स	[72, 53, 246, 93]
signature: एसडी/-	[910, 1723, 935, 1734]
sidebar-box	[759, 211, 955, 453]
